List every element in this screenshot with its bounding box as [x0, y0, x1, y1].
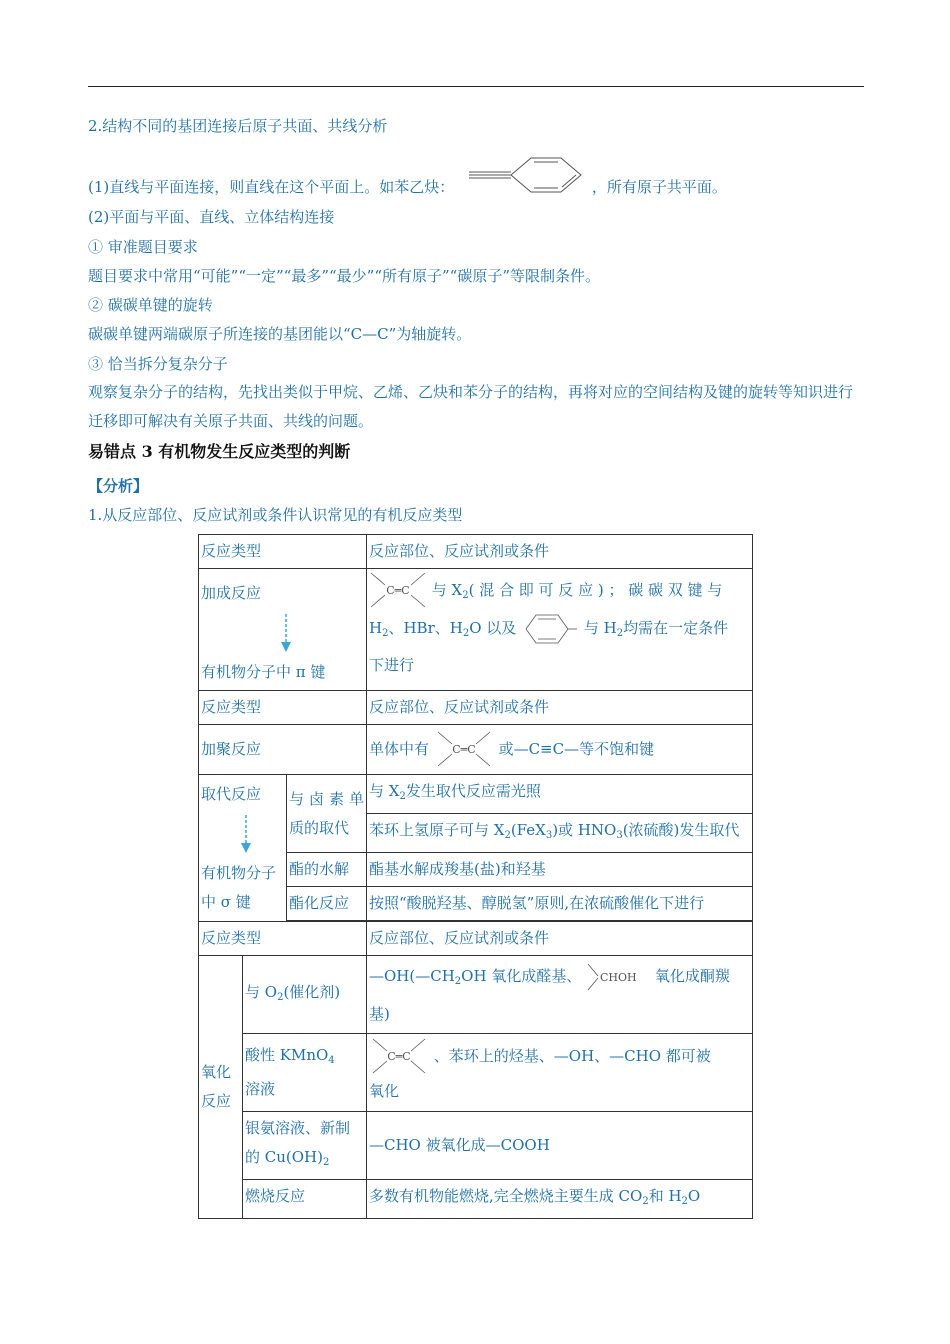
substitution-label-2: 有机物分子中 σ 键 [201, 863, 277, 911]
silver-label [243, 1112, 367, 1180]
phenylacetylene-structure [459, 154, 587, 200]
o2-cond [367, 956, 753, 1034]
alkene-structure-3 [369, 1037, 429, 1077]
polymer-label: 加聚反应 [199, 725, 367, 775]
oxidation-row-2 [199, 1034, 753, 1112]
halogen-r2-sub3: 3 [616, 830, 623, 841]
o2-text-d: 基) [369, 1005, 390, 1023]
ester-hydrolysis-label: 酯的水解 [287, 853, 367, 887]
combust-cond [367, 1180, 753, 1219]
addition-text2-a: H [369, 619, 383, 637]
o2-text-c: 氧化成酮羰 [654, 967, 730, 985]
secondary-alcohol-structure [586, 960, 650, 994]
kmno4-b: 溶液 [245, 1080, 276, 1098]
kmno4-text-b: 氧化 [369, 1082, 400, 1100]
halogen-r2-a: 苯环上氢原子可与 X [369, 821, 505, 839]
substitution-label: 取代反应 [201, 784, 262, 803]
oxidation-row-3 [199, 1112, 753, 1180]
sub-heading-1: ① 审准题目要求 [88, 238, 198, 256]
o2-b: (催化剂) [283, 982, 341, 1001]
sub-heading-2: ② 碳碳单键的旋转 [88, 296, 213, 314]
silver-cond: —CHO 被氧化成—COOH [367, 1112, 753, 1180]
section2-p2: (2)平面与平面、直线、立体结构连接 [88, 208, 335, 226]
esterify-cond: 按照“酸脱羟基、醇脱氢”原则,在浓硫酸催化下进行 [367, 887, 753, 921]
esterify-label: 酯化反应 [287, 887, 367, 921]
alkene-structure-2 [434, 730, 494, 770]
choh-text: CHOH [600, 971, 637, 984]
table-header-row [199, 535, 753, 569]
kmno4-sub: 4 [328, 1055, 335, 1066]
halogen-cond-1 [367, 775, 753, 814]
o2-text-sub: 2 [454, 976, 462, 987]
addition-text3: 下进行 [369, 656, 415, 674]
addition-label: 加成反应 [201, 584, 262, 602]
p1-before: (1)直线与平面连接，则直线在这个平面上。如苯乙炔： [88, 178, 455, 196]
alkene-cc-text: C═C [386, 584, 410, 597]
halogen-r2-sub2: 3 [545, 830, 553, 841]
combust-label: 燃烧反应 [243, 1180, 367, 1219]
oxidation-label: 氧化反应 [199, 956, 243, 1219]
reaction-type-table [198, 534, 753, 1219]
halogen-r1-a: 与 X [369, 782, 400, 800]
alkene-cc-text-3: C═C [387, 1050, 411, 1063]
silver-a: 银氨溶液、新制的 Cu(OH) [245, 1119, 351, 1166]
col-header-condition: 反应部位、反应试剂或条件 [367, 535, 753, 569]
addition-line2 [369, 611, 750, 651]
kmno4-a: 酸性 KMnO [245, 1046, 329, 1064]
p1-after: ，所有原子共平面。 [591, 178, 727, 196]
down-arrow-icon-2 [241, 815, 251, 853]
combust-text-b: 和 H [648, 1187, 682, 1205]
oxidation-row-1 [199, 956, 753, 1034]
benzene-structure [521, 612, 579, 646]
addition-text1-a: 与 X [431, 581, 463, 599]
oxidation-row-4 [199, 1180, 753, 1219]
section3-heading: 易错点 3 有机物发生反应类型的判断 [88, 442, 351, 461]
col-header-condition-3: 反应部位、反应试剂或条件 [367, 922, 753, 956]
halogen-label: 与 卤 素 单 质的取代 [287, 775, 367, 853]
substitution-type-cell [199, 775, 287, 922]
polymer-text-a: 单体中有 [369, 739, 430, 758]
addition-type-cell [199, 569, 367, 691]
section3-intro: 1.从反应部位、反应试剂或条件认识常见的有机反应类型 [88, 506, 463, 524]
addition-text2-b: 、HBr、H [388, 619, 463, 637]
combust-text-c: O [687, 1187, 701, 1205]
down-arrow-icon [281, 614, 291, 652]
addition-text2-e: 均需在一定条件 [623, 619, 729, 637]
combust-sub2: 2 [681, 1196, 688, 1207]
polymer-row [199, 725, 753, 775]
o2-text-b: OH 氧化成醛基、 [461, 967, 582, 985]
addition-condition-cell [367, 569, 753, 691]
substitution-row-1 [199, 775, 753, 814]
sub-text-2: 碳碳单键两端碳原子所连接的基团能以“C—C”为轴旋转。 [88, 325, 472, 343]
halogen-r1-b: 发生取代反应需光照 [405, 782, 541, 800]
addition-text2-sub: 2 [382, 628, 389, 639]
ester-hydrolysis-cond: 酯基水解成羧基(盐)和羟基 [367, 853, 753, 887]
sub-text-1: 题目要求中常用“可能”“一定”“最多”“最少”“所有原子”“碳原子”等限制条件。 [88, 267, 601, 285]
col-header-type-3: 反应类型 [199, 922, 367, 956]
o2-text-a: —OH(—CH [369, 967, 455, 985]
addition-text2-sub3: 2 [616, 628, 624, 639]
kmno4-label [243, 1034, 367, 1112]
section2-title: 2.结构不同的基团连接后原子共面、共线分析 [88, 117, 388, 135]
addition-text2-c: O 以及 [469, 619, 517, 637]
col-header-type-2: 反应类型 [199, 691, 367, 725]
alkene-cc-text-2: C═C [452, 742, 476, 756]
table-header-row-2 [199, 691, 753, 725]
addition-text1 [432, 581, 723, 599]
section2-p1 [88, 176, 727, 200]
kmno4-text-a: 、苯环上的烃基、—OH、—CHO 都可被 [433, 1047, 711, 1065]
halogen-r2-d: (浓硫酸)发生取代 [622, 821, 740, 839]
silver-sub: 2 [323, 1157, 330, 1168]
sub-heading-3: ③ 恰当拆分复杂分子 [88, 355, 228, 373]
header-rule [88, 86, 864, 87]
combust-sub: 2 [642, 1196, 649, 1207]
polymer-condition-cell [367, 725, 753, 775]
halogen-r2-sub: 2 [504, 830, 511, 841]
col-header-type: 反应类型 [199, 535, 367, 569]
polymer-text-b: 或—C≡C—等不饱和键 [498, 739, 655, 758]
combust-text-a: 多数有机物能燃烧,完全燃烧主要生成 CO [369, 1187, 643, 1205]
addition-text2-sub2: 2 [462, 628, 470, 639]
o2-a: 与 O [245, 982, 278, 1001]
sub-text-3: 观察复杂分子的结构，先找出类似于甲烷、乙烯、乙炔和苯分子的结构，再将对应的空间结构及键的旋转等知识进行迁移即可解决有关原子共面、共线的问题。 [88, 383, 854, 430]
o2-label [243, 956, 367, 1034]
addition-text2-d: 与 H [583, 619, 617, 637]
halogen-r2-b: (FeX [510, 821, 546, 839]
alkene-structure [369, 571, 427, 611]
analysis-label: 【分析】 [88, 477, 149, 495]
col-header-condition-2: 反应部位、反应试剂或条件 [367, 691, 753, 725]
halogen-cond-2 [367, 814, 753, 853]
halogen-r1-sub: 2 [399, 791, 406, 802]
addition-text1-sub: 2 [462, 590, 469, 601]
addition-label-2: 有机物分子中 π 键 [201, 663, 326, 681]
addition-text1-b: ( 混 合 即 可 反 应 ) ； 碳 碳 双 键 与 [468, 581, 723, 599]
halogen-r2-c: )或 HNO [552, 821, 617, 839]
table-header-row-3 [199, 922, 753, 956]
kmno4-cond [367, 1034, 753, 1112]
o2-sub: 2 [277, 991, 284, 1003]
addition-row [199, 569, 753, 691]
